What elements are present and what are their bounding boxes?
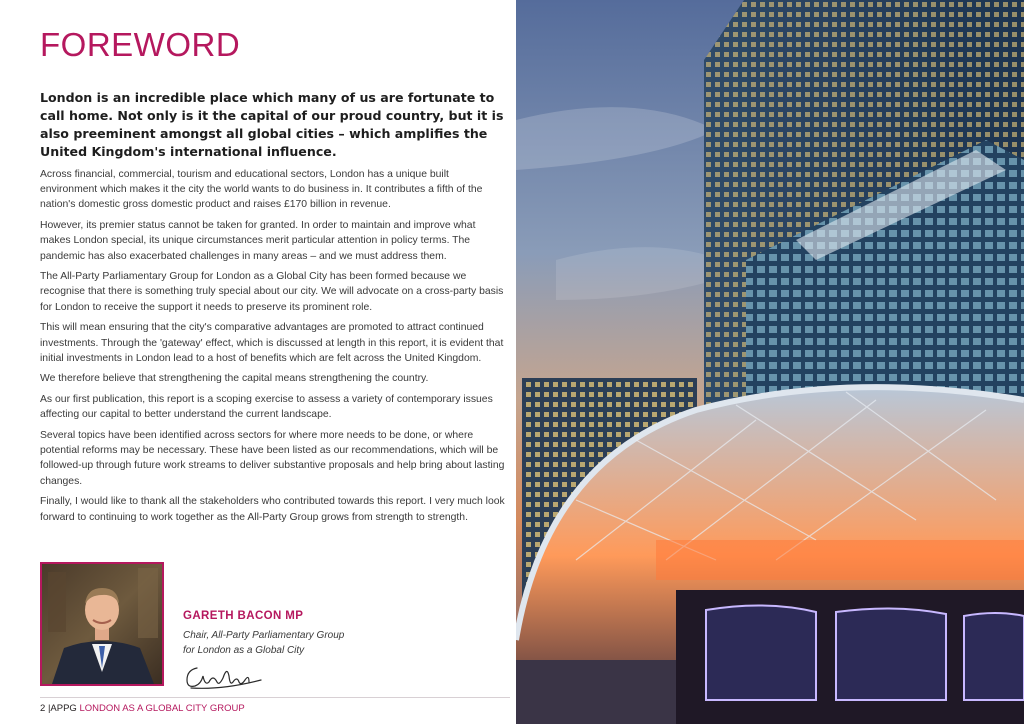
footer-separator: |: [47, 703, 51, 714]
body-paragraph: Several topics have been identified across sectors for where more needs to be done, or where potential reforms may be necessary. These have been listed as our recommendations, which will be followed-up through future work streams to deliver substantive proposals and help bring about lasting changes.: [40, 430, 505, 487]
signatory-name: GARETH BACON MP: [183, 610, 304, 622]
body-paragraph: Finally, I would like to thank all the stakeholders who contributed towards this report. I very much look forward to continuing to work together as the All-Party Group grows from strength to strength.: [40, 496, 505, 523]
footer-divider: [40, 697, 510, 698]
signatory-role: [183, 628, 383, 658]
city-photo: [516, 0, 1024, 724]
page-title: FOREWORD: [40, 26, 241, 63]
page-number: 2: [40, 703, 46, 714]
body-paragraph: The All-Party Parliamentary Group for London as a Global City has been formed because we recognise that there is something truly special about our city. We will advocate on a cross-party basis for London to receive the support it needs to preserve its prominent role.: [40, 271, 504, 313]
body-paragraph: However, its premier status cannot be taken for granted. In order to maintain and improve what makes London special, its unique circumstances merit particular attention in policy terms. The pandemic has also exacerbated challenges in many areas – and we must address them.: [40, 220, 476, 262]
footer-group-name: LONDON AS A GLOBAL CITY GROUP: [79, 703, 245, 714]
signatory-role-line: for London as a Global City: [183, 645, 305, 656]
signatory-role-line: Chair, All-Party Parliamentary Group: [183, 630, 345, 641]
body-text: [40, 167, 506, 530]
body-paragraph: We therefore believe that strengthening the capital means strengthening the country.: [40, 373, 429, 385]
handwritten-signature: [183, 660, 265, 694]
author-portrait: [40, 562, 164, 686]
body-paragraph: This will mean ensuring that the city's comparative advantages are promoted to attract continued investments. Through the 'gateway' effect, which is discussed at length in this report, it is evident that initial investments in London lead to a host of benefits which are felt across the United Kingdom.: [40, 322, 504, 364]
body-paragraph: Across financial, commercial, tourism and educational sectors, London has a unique built environment which makes it the city the world wants to do business in. It contributes a fifth of the nation's domestic gross domestic product and raises £170 billion in revenue.: [40, 169, 483, 211]
body-paragraph: As our first publication, this report is a scoping exercise to assess a variety of contemporary issues affecting our capital to better understand the current landscape.: [40, 394, 493, 421]
lead-paragraph: London is an incredible place which many of us are fortunate to call home. Not only is it the capital of our proud country, but it is also preeminent amongst all global cities – which amplifies the United Kingdom's international influence.: [40, 90, 504, 159]
footer-group-short: APPG: [50, 703, 77, 714]
page-footer: [40, 703, 245, 714]
